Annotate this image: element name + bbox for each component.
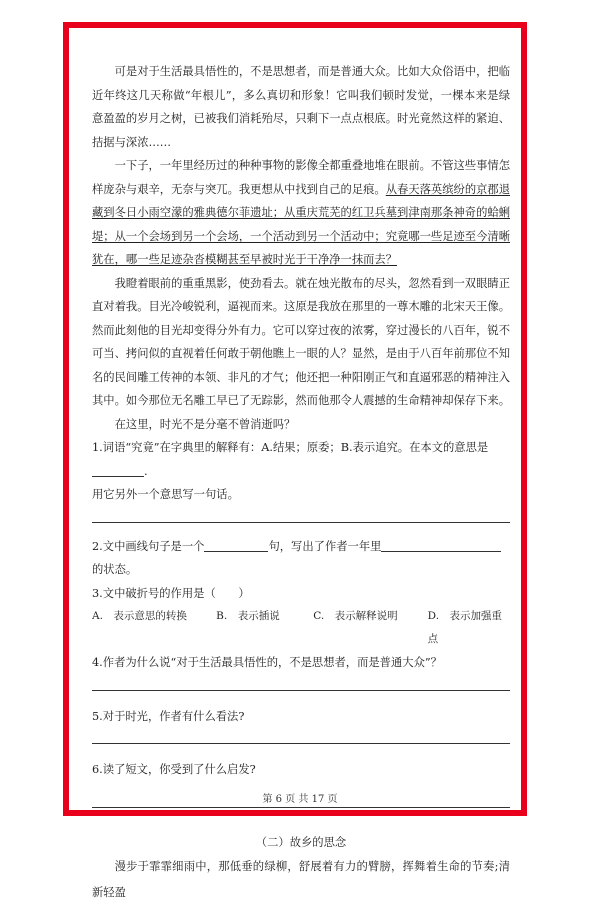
section-title: （二）故乡的思念: [255, 835, 347, 849]
question-6: 6.读了短文，你受到了什么启发?: [92, 763, 256, 776]
question-1-followup: 用它另外一个意思写一句话。: [92, 488, 239, 501]
passage-paragraph-2: [92, 154, 510, 272]
option-c[interactable]: C. 表示解释说明: [313, 610, 398, 622]
question-3: 3.文中破折号的作用是（ ）: [92, 586, 250, 600]
question-5: 5.对于时光，作者有什么看法?: [92, 709, 245, 723]
underlined-sentence: 从春天落英缤纷的京郡退藏到冬日小雨空濛的雅典德尔菲遗址；从重庆荒芜的红卫兵墓到津南那条神奇的蛤蜊堤；从一个会场到另一个会场，一个活动到另一个活动中；究竟哪一些足迹至今清晰犹在，哪一些足迹杂沓模糊甚至早被时光于干净净一抹而去？: [92, 182, 511, 266]
option-b[interactable]: B. 表示插说: [216, 610, 280, 622]
option-d[interactable]: D. 表示加强重点: [427, 610, 503, 645]
passage-paragraph-2-text: 一下子，一年里经历过的种种事物的影像全都重叠地堆在眼前。不管这些事情怎样庞杂与艰辛，无奈与突兀。我更想从中找到自己的足痕。: [92, 159, 510, 196]
passage-paragraph-3: 我瞪着眼前的重重黑影，使劲看去。就在烛光散布的尽头，忽然看到一双眼睛正直对着我。目光冷峻锐利，逼视而来。这原是我放在那里的一尊木雕的北宋天王像。然而此刻他的目光却变得分外有力。它可以穿过夜的浓雾，穿过漫长的八百年，锐不可当、拷问似的直视着任何敢于朝他瞧上一眼的人？显然，是由于八百年前那位不知名的民间雕工传神的本领、非凡的才气；他还把一种阳刚正气和直逼邪恶的精神注入其中。如今那位无名雕工早已了无踪影，然而他那令人震撼的生命精神却保存下来。: [92, 276, 510, 407]
passage-paragraph-4: 在这里，时光不是分毫不曾消逝吗？: [114, 417, 296, 431]
answer-blank-q1[interactable]: [92, 464, 144, 477]
answer-line-q4[interactable]: [92, 675, 510, 699]
section-2-paragraph-1: 漫步于霏霏细雨中，那低垂的绿柳，舒展着有力的臂膀，挥舞着生命的节奏;清新轻盈: [92, 859, 510, 899]
question-2: 2.文中画线句子是一个 句，写出了作者一年里的状态。: [92, 535, 510, 582]
worksheet-content: [92, 60, 510, 906]
answer-blank-q2-b[interactable]: [381, 539, 501, 552]
page-number: 第 6 页 共 17 页: [262, 794, 338, 805]
question-1: 1.词语“究竟”在字典里的解释有：A.结果；原委；B.表示追究。在本文的意思是.: [92, 441, 489, 478]
answer-line-q1[interactable]: [92, 507, 510, 531]
question-3-options: [92, 605, 510, 651]
question-4: 4.作者为什么说“对于生活最具悟性的，不是思想者，而是普通大众”？: [92, 656, 442, 669]
passage-paragraph-1: 可是对于生活最具悟性的，不是思想者，而是普通大众。比如大众俗语中，把临近年终这几天称做“年根儿”，多么真切和形象！它叫我们顿时发觉，一棵本来是绿意盈盈的岁月之树，已被我们消耗殆尽，只剩下一点点根底。时光竟然这样的紧迫、拮据与深浓……: [92, 65, 510, 149]
answer-line-q5[interactable]: [92, 728, 510, 752]
answer-blank-q2-a[interactable]: [204, 539, 268, 552]
option-a[interactable]: A. 表示意思的转换: [92, 610, 187, 622]
